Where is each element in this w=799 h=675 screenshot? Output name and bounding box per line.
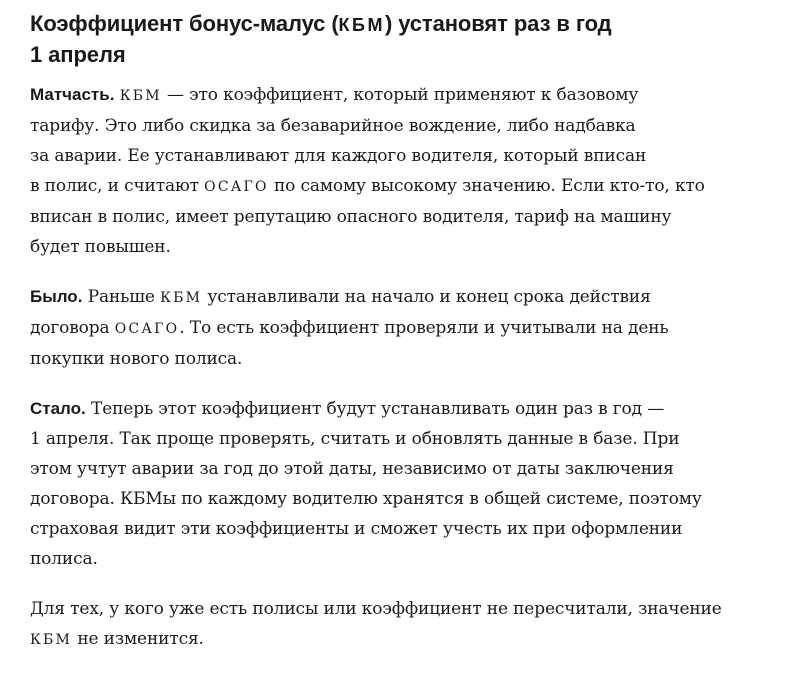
heading-part2: ) установят раз в год [384,11,612,36]
text-line: . То есть коэффициент проверяли и учитывали на день [179,318,669,338]
text-line: не изменится. [77,629,204,649]
text-line: страховая видит эти коэффициенты и сможет учесть их при оформлении [30,519,683,539]
paragraph-lead: Было. [30,287,83,306]
abbr-kbm: КБМ [30,632,73,648]
text-line: тарифу. Это либо скидка за безаварийное вождение, либо надбавка [30,116,636,136]
text-line: Теперь этот коэффициент будут устанавливать один раз в год — [91,399,665,419]
text-line: — это коэффициент, который применяют к базовому [167,85,639,105]
text-line: этом учтут аварии за год до этой даты, независимо от даты заключения [30,459,674,479]
text-line: полиса. [30,549,98,569]
paragraph-conclusion [30,594,775,655]
text-line: Раньше [87,287,155,307]
text-line: устанавливали на начало и конец срока действия [207,287,651,307]
paragraph-bylo [30,282,775,374]
paragraph-matchast [30,80,775,262]
abbr-osago: ОСАГО [114,321,180,337]
article [30,9,775,675]
text-line: за аварии. Ее устанавливают для каждого водителя, который вписан [30,146,647,166]
heading-abbr: КБМ [338,15,385,35]
text-line: вписан в полис, имеет репутацию опасного водителя, тариф на машину [30,207,672,227]
paragraph-stalo [30,394,775,574]
paragraph-lead: Матчасть. [30,85,115,104]
abbr-osago: ОСАГО [204,179,269,195]
abbr-kbm: КБМ [119,88,162,104]
abbr-kbm: КБМ [160,290,203,306]
text-line: покупки нового полиса. [30,349,243,369]
text-line: по самому высокому значению. Если кто-то, кто [273,176,705,196]
text-line: договора [30,318,110,338]
text-line: договора. КБМы по каждому водителю хранятся в общей системе, поэтому [30,489,702,509]
paragraph-lead: Стало. [30,399,86,418]
article-heading [30,9,775,70]
text-line: будет повышен. [30,237,171,257]
text-line: Для тех, у кого уже есть полисы или коэффициент не пересчитали, значение [30,599,722,619]
text-line: в полис, и считают [30,176,199,196]
text-line: 1 апреля. Так проще проверять, считать и обновлять данные в базе. При [30,429,680,449]
heading-part3: 1 апреля [30,42,126,67]
heading-part1: Коэффициент бонус-малус ( [30,11,339,36]
